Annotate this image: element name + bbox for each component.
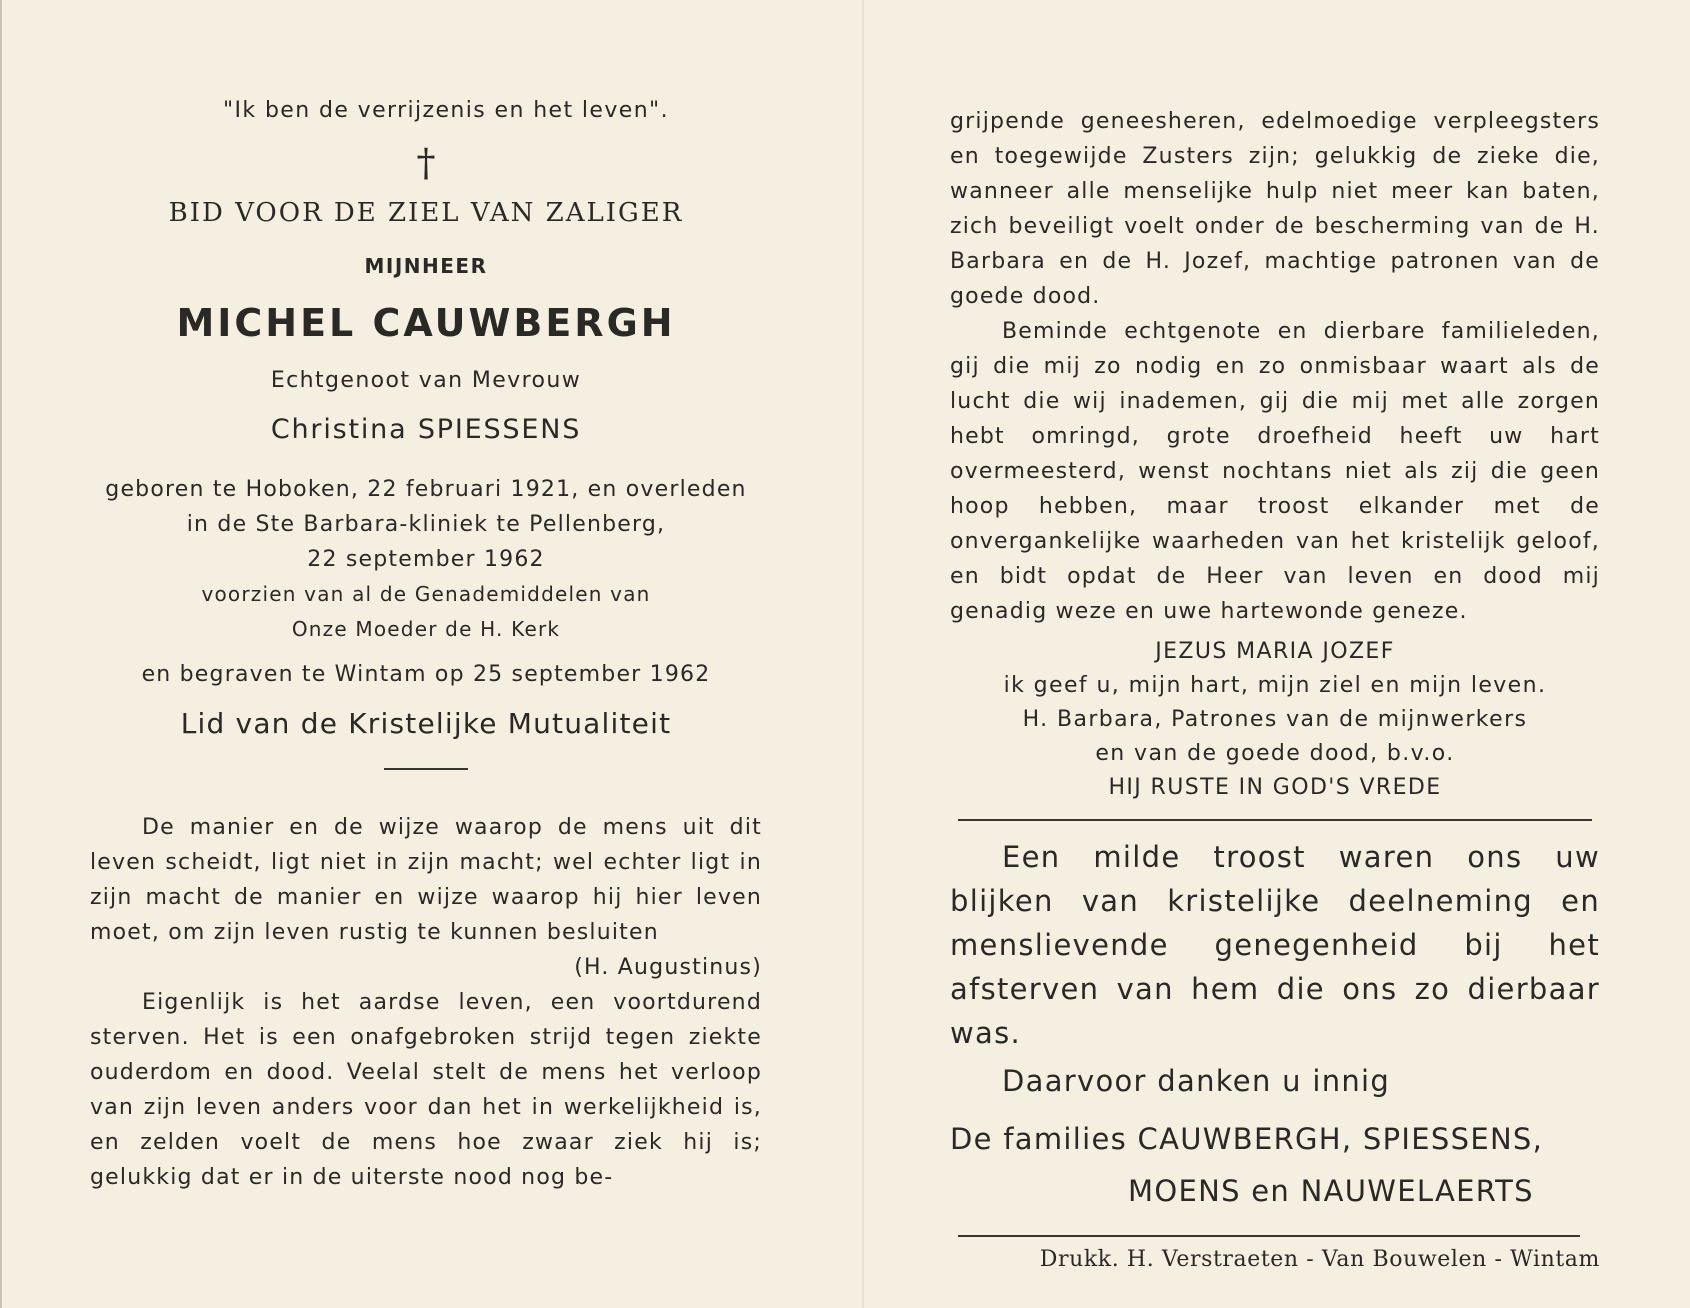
divider [958,819,1592,821]
bio-line: in de Ste Barbara-kliniek te Pellenberg, [186,512,666,537]
title-mijnheer: MIJNHEER [364,254,488,278]
bio-line: en begraven te Wintam op 25 september 1962 [141,662,711,687]
quote-source: (H. Augustinus) [574,955,762,980]
bio-line: geboren te Hoboken, 22 februari 1921, en overleden [105,477,747,502]
closing-prayer [950,635,1600,805]
prayer-line: ik geef u, mijn hart, mijn ziel en mijn leven. [1003,673,1547,698]
prayer-line: HIJ RUSTE IN GOD'S VREDE [1108,775,1442,800]
cross-icon: † [416,141,436,185]
spouse-name: Christina SPIESSENS [270,414,582,445]
left-panel [90,100,762,1195]
thanks-paragraph: Een milde troost waren ons uw blijken van kristelijke deelneming en menslievende genegenheid bij het afsterven van hem die ons zo dierbaar was. [950,840,1600,1050]
bio-line: 22 september 1962 [307,547,545,572]
divider [958,1235,1580,1237]
thanks-line: Daarvoor danken u innig [1002,1064,1391,1098]
prayer-request: BID VOOR DE ZIEL VAN ZALIGER [168,198,684,228]
divider [384,768,468,770]
prayer-line: H. Barbara, Patrones van de mijnwerkers [1022,707,1528,732]
printer-credit: Drukk. H. Verstraeten - Van Bouwelen - Wintam [1039,1247,1600,1272]
spouse-label: Echtgenoot van Mevrouw [270,368,582,393]
family-line: MOENS en NAUWELAERTS [1128,1174,1534,1208]
prayer-line: en van de goede dood, b.v.o. [1095,741,1455,766]
deceased-name: MICHEL CAUWBERGH [176,301,676,345]
family-line: De families CAUWBERGH, SPIESSENS, [950,1122,1544,1156]
card-fold [862,0,864,1308]
reflection-paragraph: grijpende geneesheren, edelmoedige verpleegsters en toegewijde Zusters zijn; gelukkig de zieke die, wanneer alle menselijke hulp niet meer kan baten, zich beveiligt voelt onder de bescherming van de H. Barbara en de H. Jozef, machtige patronen van de goede dood. [950,109,1600,309]
reflection-paragraph: De manier en de wijze waarop de mens uit dit leven scheidt, ligt niet in zijn macht; wel echter ligt in zijn macht de manier en wijze waarop hij hier leven moet, om zijn leven rustig te kunnen besluiten [90,815,762,945]
biography [90,472,762,692]
reflection-paragraph: Eigenlijk is het aardse leven, een voortdurend sterven. Het is een onafgebroken strijd tegen ziekte ouderdom en dood. Veelal stelt de mens het verloop van zijn leven anders voor dan het in werkelijkheid is, en zelden voelt de mens hoe zwaar ziek hij is; gelukkig dat er in de uiterste nood nog be- [90,990,762,1190]
bio-line: Onze Moeder de H. Kerk [291,617,561,641]
prayer-line: JEZUS MARIA JOZEF [1155,639,1395,664]
membership: Lid van de Kristelijke Mutualiteit [180,707,672,740]
right-panel [950,104,1600,1272]
motto: "Ik ben de verrijzenis en het leven". [223,98,669,123]
spacer [90,647,762,657]
farewell-paragraph: Beminde echtgenote en dierbare familieleden, gij die mij zo nodig en zo onmisbaar waart als de lucht die wij inademen, gij die mij met alle zorgen hebt omringd, grote droefheid heeft uw hart overmeesterd, wenst nochtans niet als zij die geen hoop hebben, maar troost elkander met de onvergankelijke waarheden van het kristelijk geloof, en bidt opdat de Heer van leven en dood mij genadig weze en uwe hartewonde geneze. [950,319,1600,624]
bio-line: voorzien van al de Genademiddelen van [201,582,651,606]
